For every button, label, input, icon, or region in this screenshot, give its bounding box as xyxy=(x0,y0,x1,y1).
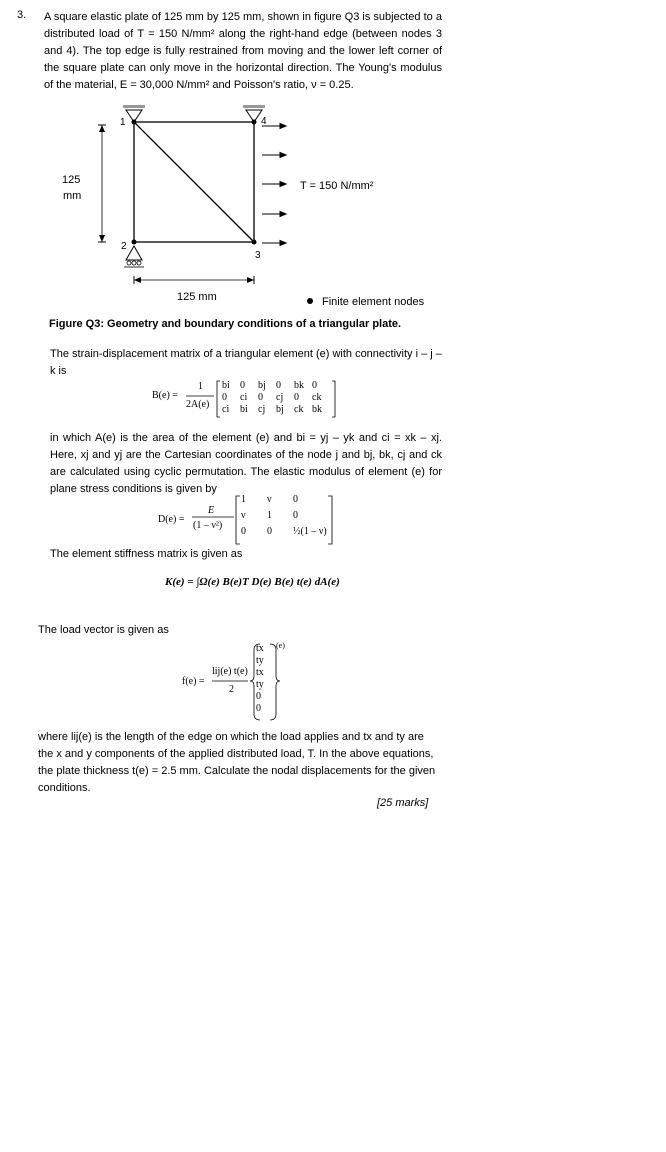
b-matrix-coef-den: 2A(e) xyxy=(186,399,210,410)
b-matrix-cell-r2-c2: cj xyxy=(258,404,266,415)
d-matrix-cell-r2-c2: ½(1 – ν) xyxy=(293,526,327,537)
f-vector-lhs: f(e) = xyxy=(182,676,205,687)
strain-displacement-text: The strain-displacement matrix of a triangular element (e) with connectivity i – j – k is xyxy=(50,348,442,377)
legend-label: Finite element nodes xyxy=(322,296,425,308)
vertical-dimension-value: 125 xyxy=(62,174,81,186)
f-vector-superscript: (e) xyxy=(276,641,285,650)
f-vector-entry-r4-c0: 0 xyxy=(256,691,261,702)
b-matrix-cell-r1-c5: ck xyxy=(312,392,322,403)
b-matrix-cell-r0-c5: 0 xyxy=(312,380,317,391)
node-4 xyxy=(252,120,257,125)
node-label-3: 3 xyxy=(255,250,261,261)
stiffness-text: The element stiffness matrix is given as xyxy=(50,548,243,560)
horizontal-dimension-label: 125 mm xyxy=(177,291,217,303)
b-matrix-cell-r1-c1: ci xyxy=(240,392,248,403)
b-matrix-cell-r0-c3: 0 xyxy=(276,380,281,391)
d-matrix-cell-r1-c2: 0 xyxy=(293,510,298,521)
node-2 xyxy=(132,240,137,245)
b-matrix-cell-r1-c2: 0 xyxy=(258,392,263,403)
b-matrix-cell-r0-c4: bk xyxy=(294,380,304,391)
top-support-node-1 xyxy=(123,105,145,122)
roller-support-node-2 xyxy=(124,246,144,268)
b-matrix-cell-r1-c0: 0 xyxy=(222,392,227,403)
b-matrix-coef-num: 1 xyxy=(198,381,203,392)
b-matrix-cell-r0-c1: 0 xyxy=(240,380,245,391)
d-matrix-cell-r1-c0: ν xyxy=(241,510,246,521)
load-vector-text: The load vector is given as xyxy=(38,624,169,636)
b-matrix-cell-r2-c5: bk xyxy=(312,404,322,415)
b-matrix-cell-r0-c2: bj xyxy=(258,380,266,391)
f-vector-entry-r2-c0: tx xyxy=(256,667,264,678)
area-definition-text: in which A(e) is the area of the element (e) and bi = yj – yk and ci = xk – xj. Here, xj and yj are the Cartesian coordinates of the node j and bj, bk, cj and ck are calculated using cyclic permutation. The elastic modulus of element (e) for plane stress conditions is given by xyxy=(50,432,442,495)
node-1 xyxy=(132,120,137,125)
legend-node-marker xyxy=(307,298,313,304)
horizontal-dimension xyxy=(134,276,254,284)
b-matrix-cell-r1-c3: cj xyxy=(276,392,284,403)
f-vector-entry-r5-c0: 0 xyxy=(256,703,261,714)
node-label-1: 1 xyxy=(120,117,126,128)
question-intro: A square elastic plate of 125 mm by 125 mm, shown in figure Q3 is subjected to a distributed load of T = 150 N/mm² along the right-hand edge (between nodes 3 and 4). The top edge is fully restrained from moving and the lower left corner of the square plate can only move in the horizontal direction. The Young's modulus of the material, E = 30,000 N/mm² and Poisson's ratio, ν = 0.25. xyxy=(44,11,442,91)
d-matrix-brackets xyxy=(190,494,340,546)
distributed-load-arrows xyxy=(262,124,286,246)
question-number: 3. xyxy=(17,9,27,21)
plate-figure xyxy=(0,100,460,315)
d-matrix-cell-r1-c1: 1 xyxy=(267,510,272,521)
f-vector-entry-r3-c0: ty xyxy=(256,679,264,690)
d-matrix-cell-r0-c2: 0 xyxy=(293,494,298,505)
stiffness-equation: K(e) = ∫Ω(e) B(e)T D(e) B(e) t(e) dA(e) xyxy=(165,576,340,588)
f-vector-entry-r1-c0: ty xyxy=(256,655,264,666)
vertical-dimension-unit: mm xyxy=(63,190,82,202)
d-matrix-cell-r2-c0: 0 xyxy=(241,526,246,537)
f-vector-entry-r0-c0: tx xyxy=(256,643,264,654)
node-label-4: 4 xyxy=(261,116,267,127)
b-matrix-cell-r2-c4: ck xyxy=(294,404,304,415)
f-vector-coef-num: lij(e) t(e) xyxy=(212,666,248,677)
d-matrix-cell-r2-c1: 0 xyxy=(267,526,272,537)
b-matrix-cell-r0-c0: bi xyxy=(222,380,230,391)
b-matrix-lhs: B(e) = xyxy=(152,390,178,401)
figure-caption: Figure Q3: Geometry and boundary conditions of a triangular plate. xyxy=(49,318,402,330)
d-matrix-cell-r0-c1: ν xyxy=(267,494,272,505)
b-matrix-cell-r1-c4: 0 xyxy=(294,392,299,403)
d-matrix-lhs: D(e) = xyxy=(158,514,185,525)
b-matrix-cell-r2-c1: bi xyxy=(240,404,248,415)
final-text: where lij(e) is the length of the edge on which the load applies and tx and ty are the x and y components of the applied distributed load, T. In the above equations, the plate thickness t(e) = 2.5 mm. Calculate the nodal displacements for the given conditions. xyxy=(38,731,436,794)
d-matrix-coef-den: (1 – ν²) xyxy=(193,520,223,531)
b-matrix-cell-r2-c3: bj xyxy=(276,404,284,415)
b-matrix-cell-r2-c0: ci xyxy=(222,404,230,415)
load-label: T = 150 N/mm² xyxy=(300,180,374,192)
f-vector-coef-den: 2 xyxy=(229,684,234,695)
f-vector-braces xyxy=(210,642,290,722)
node-3 xyxy=(252,240,257,245)
vertical-dimension xyxy=(98,125,106,242)
marks-label: [25 marks] xyxy=(377,797,429,809)
plate-diagonal xyxy=(134,122,254,242)
node-label-2: 2 xyxy=(121,241,127,252)
d-matrix-coef-num: E xyxy=(208,505,215,516)
d-matrix-cell-r0-c0: 1 xyxy=(241,494,246,505)
